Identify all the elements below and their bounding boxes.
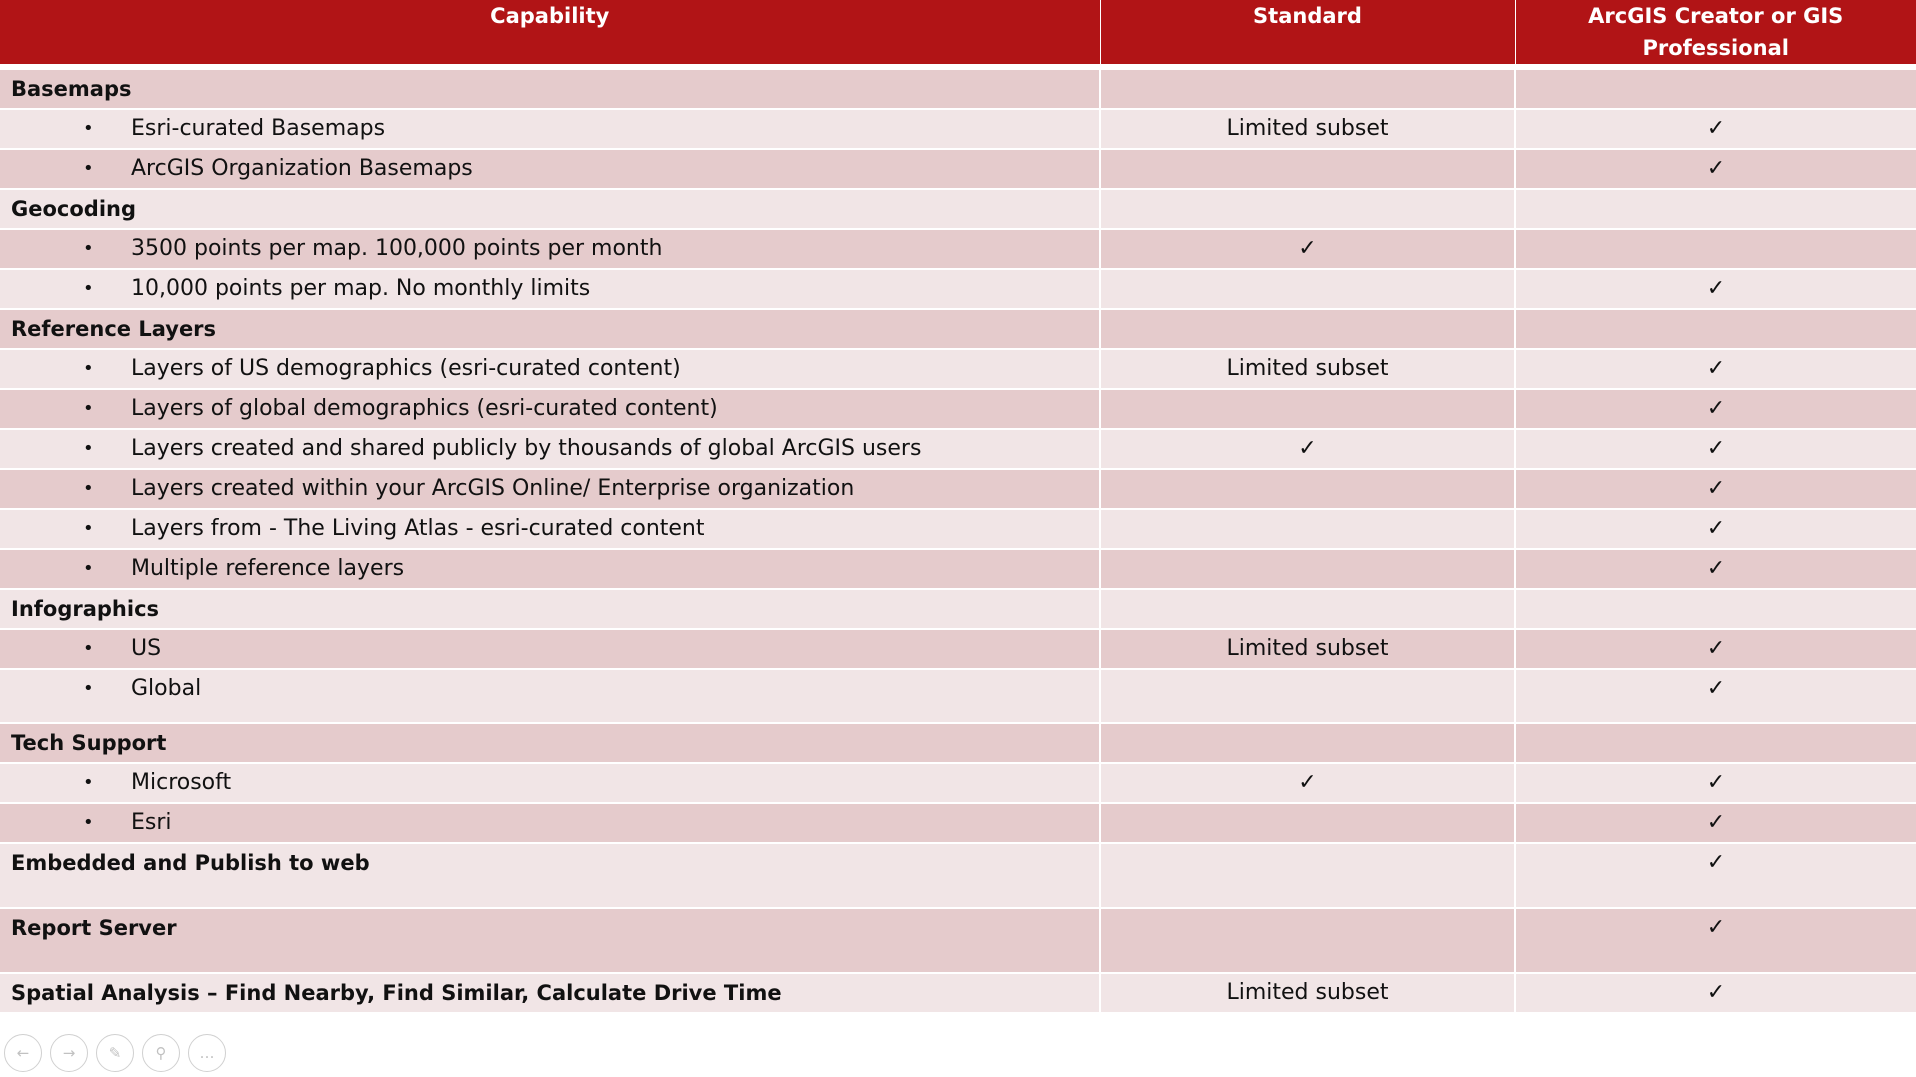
check-icon: ✓ — [1706, 276, 1726, 301]
slideshow-controls — [4, 1034, 226, 1072]
table-row — [0, 149, 1916, 189]
table-row — [0, 509, 1916, 549]
item-label: Layers from - The Living Atlas - esri-curated content — [131, 516, 705, 541]
bullet-icon: • — [83, 558, 94, 579]
check-icon: ✓ — [1706, 356, 1726, 381]
check-icon: ✓ — [1706, 516, 1726, 541]
bullet-icon: • — [83, 358, 94, 379]
check-icon: ✓ — [1706, 676, 1726, 701]
header-capability: Capability — [0, 0, 1100, 67]
table-row — [0, 549, 1916, 589]
table-row — [0, 429, 1916, 469]
bullet-icon: • — [83, 478, 94, 499]
standard-cell — [1100, 803, 1515, 843]
section-row — [0, 589, 1916, 629]
header-standard: Standard — [1100, 0, 1515, 67]
table-row — [0, 763, 1916, 803]
table-row — [0, 469, 1916, 509]
zoom-icon[interactable]: ⚲ — [142, 1034, 180, 1072]
header-row — [0, 0, 1916, 67]
item-label: 10,000 points per map. No monthly limits — [131, 276, 591, 301]
standard-cell — [1100, 309, 1515, 349]
section-label: Report Server — [0, 908, 1100, 973]
item-label: Esri — [131, 810, 172, 835]
bullet-icon: • — [83, 158, 94, 179]
more-options-icon[interactable]: … — [188, 1034, 226, 1072]
table-row — [0, 109, 1916, 149]
table-row — [0, 269, 1916, 309]
table-row — [0, 803, 1916, 843]
check-icon: ✓ — [1706, 850, 1726, 875]
bullet-icon: • — [83, 278, 94, 299]
bullet-icon: • — [83, 438, 94, 459]
check-icon: ✓ — [1298, 770, 1317, 795]
section-row — [0, 189, 1916, 229]
section-row — [0, 67, 1916, 109]
standard-cell — [1100, 67, 1515, 109]
section-row — [0, 973, 1916, 1013]
item-label: Esri-curated Basemaps — [131, 116, 386, 141]
section-row — [0, 309, 1916, 349]
table-row — [0, 629, 1916, 669]
item-label: Layers of US demographics (esri-curated content) — [131, 356, 681, 381]
pro-cell — [1515, 229, 1916, 269]
section-label: Tech Support — [0, 723, 1100, 763]
check-icon: ✓ — [1706, 810, 1726, 835]
section-row — [0, 723, 1916, 763]
pro-cell — [1515, 723, 1916, 763]
section-label: Infographics — [0, 589, 1100, 629]
check-icon: ✓ — [1298, 236, 1317, 261]
check-icon: ✓ — [1706, 476, 1726, 501]
bullet-icon: • — [83, 678, 94, 699]
previous-slide-icon[interactable]: ← — [4, 1034, 42, 1072]
check-icon: ✓ — [1706, 770, 1726, 795]
standard-cell — [1100, 549, 1515, 589]
item-label: US — [131, 636, 162, 661]
standard-cell — [1100, 189, 1515, 229]
item-label: Layers created and shared publicly by thousands of global ArcGIS users — [131, 436, 922, 461]
standard-cell — [1100, 908, 1515, 973]
header-pro: ArcGIS Creator or GIS Professional — [1515, 0, 1916, 67]
standard-cell — [1100, 843, 1515, 908]
standard-cell: Limited subset — [1100, 629, 1515, 669]
pro-cell — [1515, 589, 1916, 629]
check-icon: ✓ — [1298, 436, 1317, 461]
standard-cell — [1100, 469, 1515, 509]
item-label: Layers created within your ArcGIS Online/ Enterprise organization — [131, 476, 855, 501]
section-row — [0, 843, 1916, 908]
item-label: 3500 points per map. 100,000 points per month — [131, 236, 663, 261]
bullet-icon: • — [83, 238, 94, 259]
section-row — [0, 908, 1916, 973]
pro-cell — [1515, 67, 1916, 109]
item-label: Multiple reference layers — [131, 556, 405, 581]
standard-cell: Limited subset — [1100, 109, 1515, 149]
table-row — [0, 669, 1916, 723]
standard-cell — [1100, 723, 1515, 763]
standard-cell: Limited subset — [1100, 973, 1515, 1013]
item-label: Global — [131, 676, 202, 701]
item-label: ArcGIS Organization Basemaps — [131, 156, 473, 181]
standard-cell — [1100, 389, 1515, 429]
table-row — [0, 349, 1916, 389]
standard-cell: Limited subset — [1100, 349, 1515, 389]
table-row — [0, 389, 1916, 429]
pro-cell — [1515, 309, 1916, 349]
table-row — [0, 229, 1916, 269]
section-label: Embedded and Publish to web — [0, 843, 1100, 908]
check-icon: ✓ — [1706, 980, 1726, 1005]
section-label: Spatial Analysis – Find Nearby, Find Similar, Calculate Drive Time — [0, 973, 1100, 1013]
check-icon: ✓ — [1706, 156, 1726, 181]
pen-icon[interactable]: ✎ — [96, 1034, 134, 1072]
bullet-icon: • — [83, 518, 94, 539]
next-slide-icon[interactable]: → — [50, 1034, 88, 1072]
check-icon: ✓ — [1706, 436, 1726, 461]
bullet-icon: • — [83, 118, 94, 139]
check-icon: ✓ — [1706, 556, 1726, 581]
standard-cell — [1100, 589, 1515, 629]
standard-cell — [1100, 669, 1515, 723]
pro-cell — [1515, 189, 1916, 229]
section-label: Basemaps — [0, 67, 1100, 109]
section-label: Geocoding — [0, 189, 1100, 229]
standard-cell — [1100, 509, 1515, 549]
bullet-icon: • — [83, 398, 94, 419]
check-icon: ✓ — [1706, 915, 1726, 940]
check-icon: ✓ — [1706, 396, 1726, 421]
item-label: Microsoft — [131, 770, 232, 795]
standard-cell — [1100, 269, 1515, 309]
bullet-icon: • — [83, 812, 94, 833]
standard-cell — [1100, 149, 1515, 189]
bullet-icon: • — [83, 772, 94, 793]
check-icon: ✓ — [1706, 636, 1726, 661]
section-label: Reference Layers — [0, 309, 1100, 349]
item-label: Layers of global demographics (esri-curated content) — [131, 396, 718, 421]
bullet-icon: • — [83, 638, 94, 659]
check-icon: ✓ — [1706, 116, 1726, 141]
